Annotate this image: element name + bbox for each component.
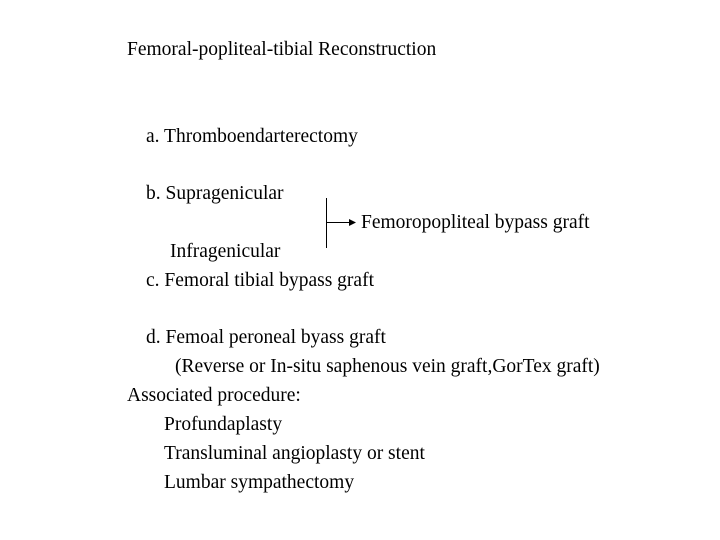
option-a: a. Thromboendarterectomy — [146, 126, 358, 147]
page-title: Femoral-popliteal-tibial Reconstruction — [127, 39, 437, 60]
arrow-head — [349, 219, 356, 226]
option-b-infragenicular: Infragenicular — [170, 241, 281, 262]
option-d-note: (Reverse or In-situ saphenous vein graft,GorTex graft) — [175, 356, 600, 377]
option-b-supragenicular: b. Supragenicular — [146, 183, 284, 204]
option-c: c. Femoral tibial bypass graft — [146, 270, 374, 291]
option-b-result: Femoropopliteal bypass graft — [361, 212, 590, 233]
associated-heading: Associated procedure: — [127, 385, 301, 406]
associated-item: Profundaplasty — [164, 414, 283, 435]
option-d: d. Femoal peroneal byass graft — [146, 327, 386, 348]
associated-item: Transluminal angioplasty or stent — [164, 443, 425, 464]
associated-item: Lumbar sympathectomy — [164, 472, 355, 493]
